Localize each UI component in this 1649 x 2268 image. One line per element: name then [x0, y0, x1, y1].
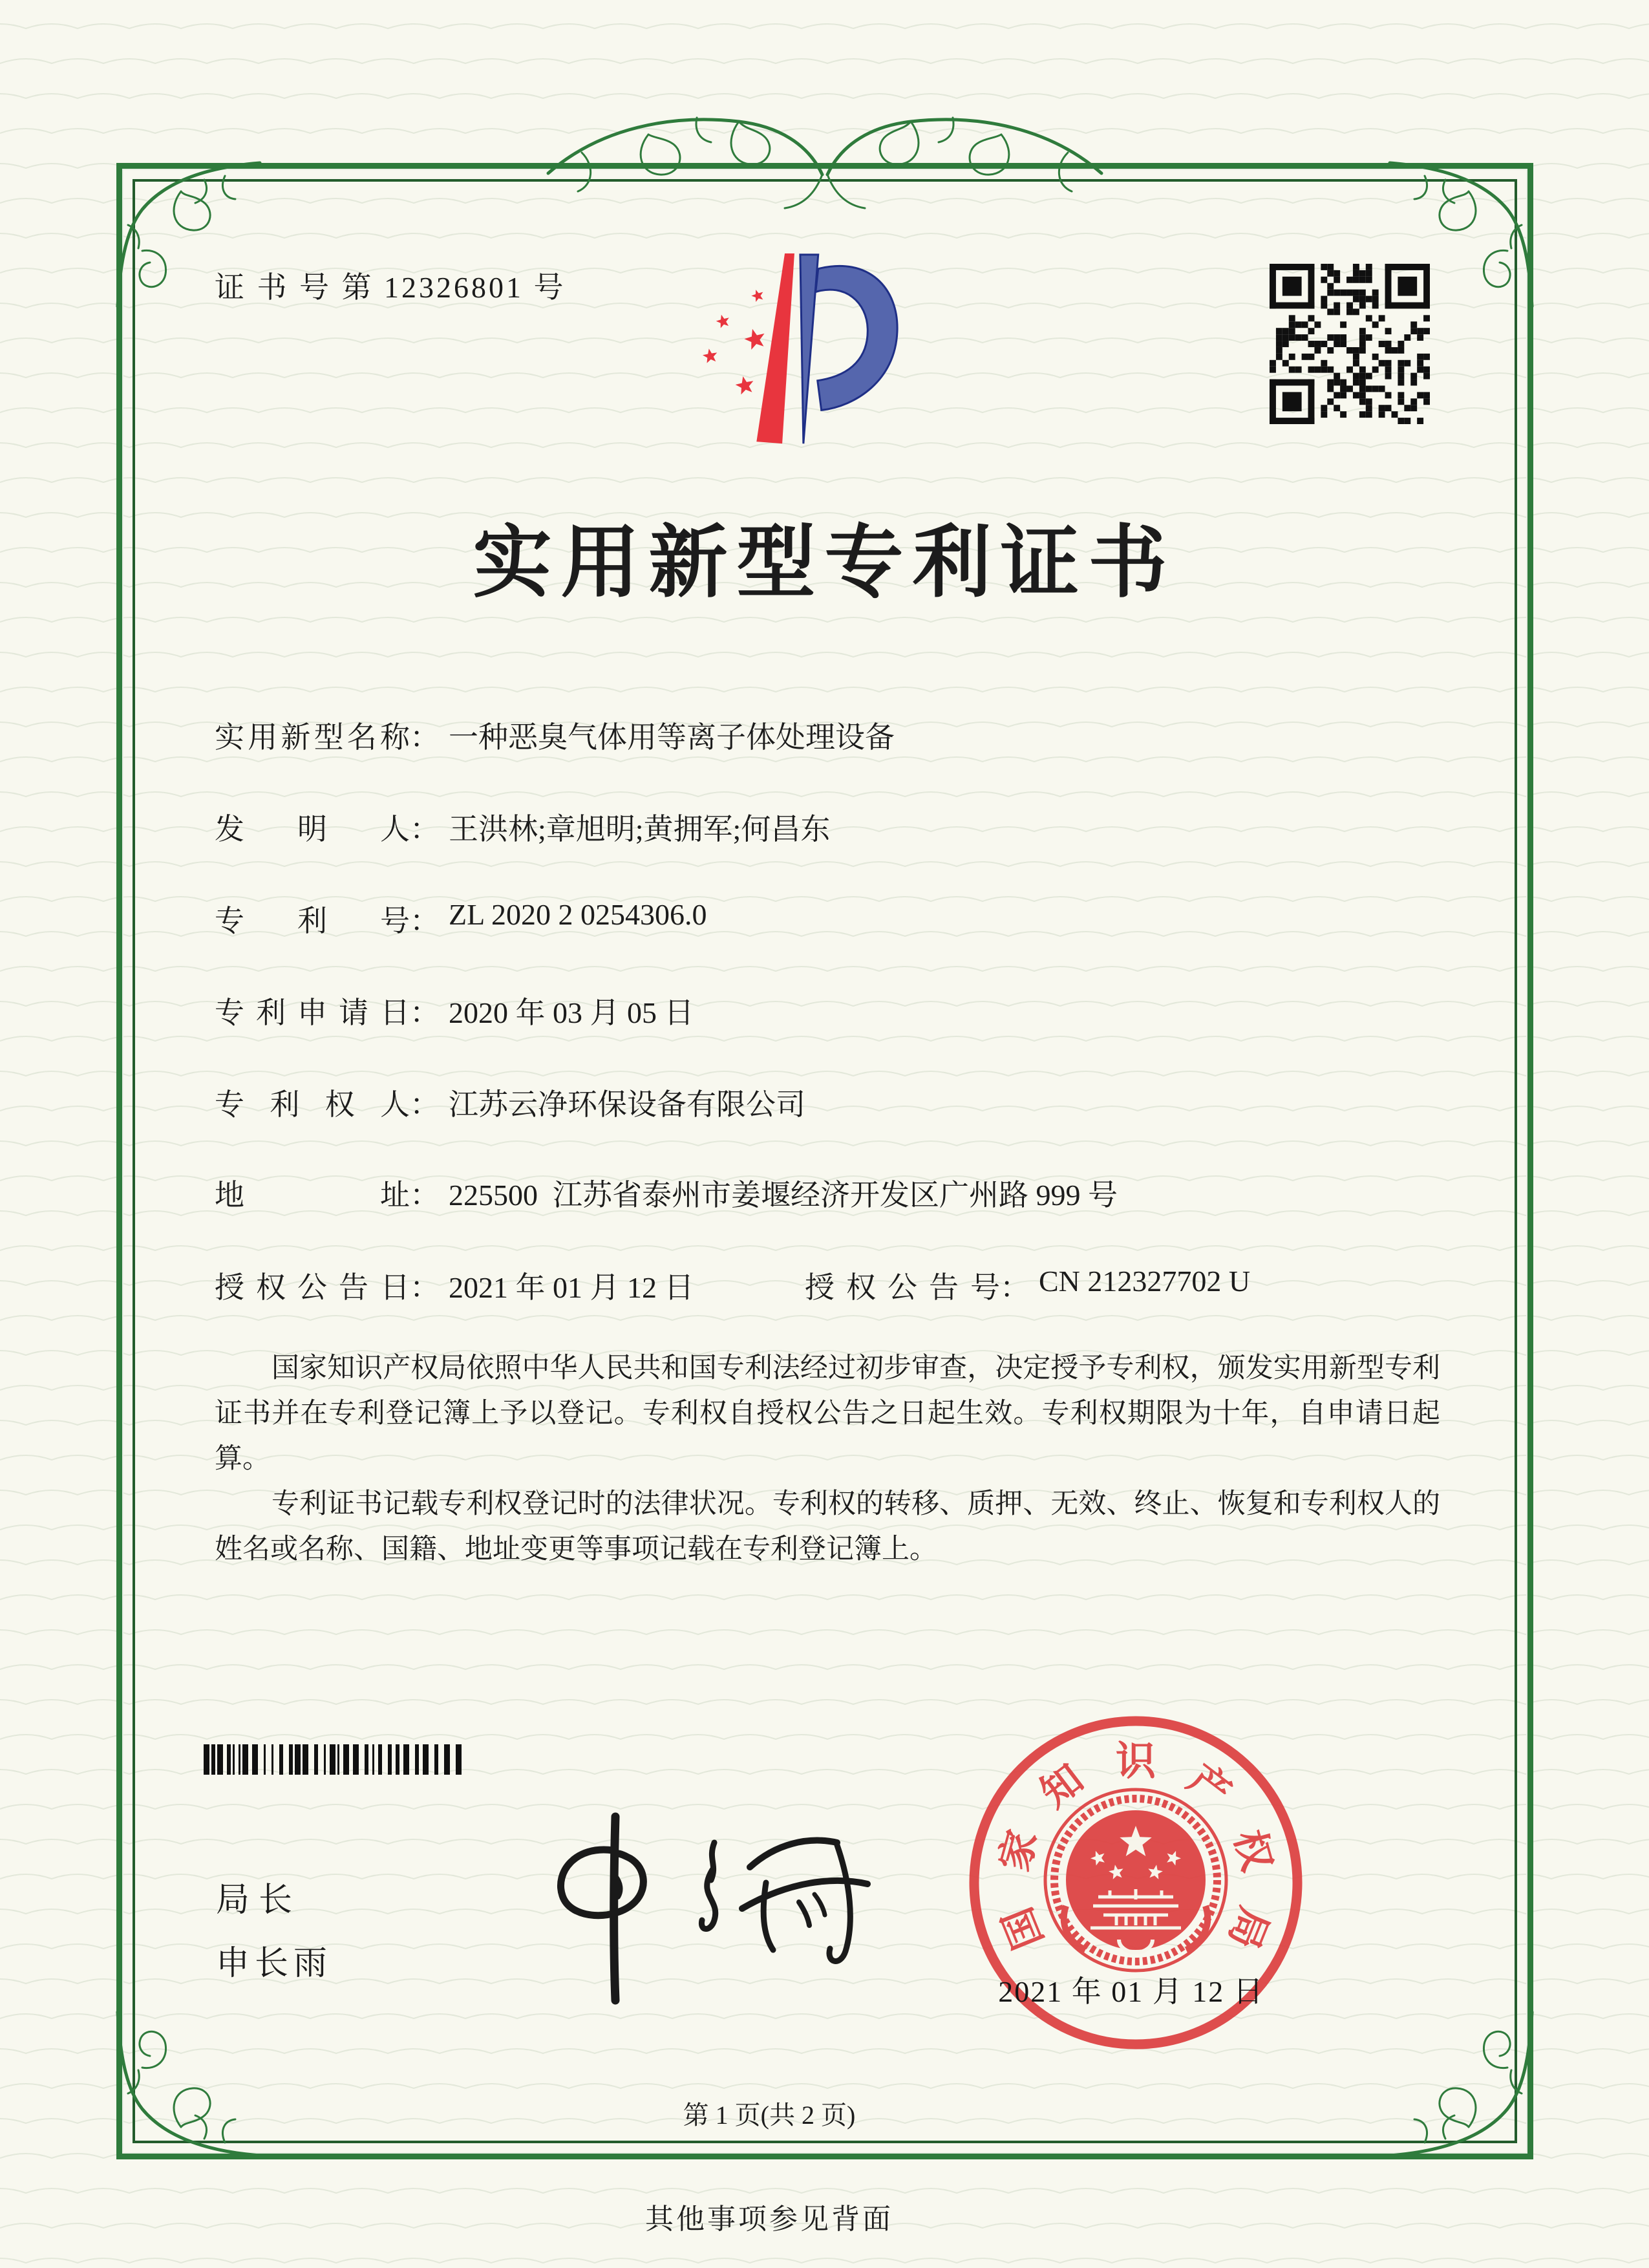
legal-paragraph-1: 国家知识产权局依照中华人民共和国专利法经过初步审查，决定授予专利权，颁发实用新型专利证书并在专利登记簿上予以登记。专利权自授权公告之日起生效。专利权期限为十年，自申请日起算。 — [215, 1353, 1440, 1474]
logo-red-wedge — [756, 253, 794, 444]
corner-flourish-bottom-left — [107, 2003, 269, 2165]
field-value: 2021 年 01 月 12 日 — [449, 1271, 694, 1304]
field-value: CN 212327702 U — [1039, 1265, 1251, 1298]
field-grant-no: 授权公告号： CN 212327702 U — [805, 1264, 1250, 1307]
cnipa-logo-icon — [680, 247, 900, 453]
signature — [388, 1805, 879, 2012]
certificate-number: 证 书 号 第 12326801 号 — [215, 271, 566, 304]
officer-name: 申长雨 — [216, 1945, 333, 1982]
field-label: 地址 — [215, 1179, 410, 1212]
officer-title: 局长 — [216, 1882, 302, 1919]
seal-date: 2021 年 01 月 12 日 — [998, 1975, 1264, 2008]
legal-text — [215, 1346, 1440, 1572]
field-label: 专利号 — [215, 904, 410, 937]
field-value: 2020 年 03 月 05 日 — [449, 996, 694, 1029]
logo-blue-wedge — [800, 255, 818, 444]
field-row-name: 实用新型名称： 一种恶臭气体用等离子体处理设备 — [215, 714, 1507, 753]
back-note: 其他事项参见背面 — [645, 2203, 893, 2235]
field-label: 专利申请日 — [215, 996, 410, 1029]
qr-code — [1270, 264, 1430, 424]
top-center-ornament-right — [824, 76, 1108, 238]
field-label: 实用新型名称 — [215, 721, 410, 754]
field-row-inventor: 发明人： 王洪林;章旭明;黄拥军;何昌东 — [215, 806, 1507, 844]
field-label: 授权公告日 — [215, 1271, 410, 1304]
field-value: 一种恶臭气体用等离子体处理设备 — [449, 721, 895, 754]
national-emblem-icon — [1045, 1790, 1226, 1971]
page-title: 实用新型专利证书 — [473, 519, 1176, 606]
page-number: 第 1 页(共 2 页) — [683, 2101, 856, 2130]
field-row-grant: 授权公告日： 2021 年 01 月 12 日 授权公告号： CN 212327702 U — [215, 1264, 1507, 1303]
corner-flourish-bottom-right — [1381, 2003, 1542, 2165]
legal-paragraph-2: 专利证书记载专利权登记时的法律状况。专利权的转移、质押、无效、终止、恢复和专利权人的姓名或名称、国籍、地址变更等事项记载在专利登记簿上。 — [215, 1489, 1440, 1565]
field-value: 225500 江苏省泰州市姜堰经济开发区广州路 999 号 — [449, 1179, 1118, 1212]
field-label: 授权公告号 — [805, 1271, 1000, 1304]
field-row-address: 地址： 225500 江苏省泰州市姜堰经济开发区广州路 999 号 — [215, 1171, 1507, 1210]
field-value: ZL 2020 2 0254306.0 — [449, 898, 707, 931]
logo-p-bowl — [816, 266, 897, 410]
top-center-ornament-left — [542, 76, 826, 238]
field-row-patent-no: 专利号： ZL 2020 2 0254306.0 — [215, 897, 1507, 936]
field-row-patentee: 专利权人： 江苏云净环保设备有限公司 — [215, 1081, 1507, 1120]
field-value: 江苏云净环保设备有限公司 — [449, 1088, 805, 1121]
field-label: 发明人 — [215, 813, 410, 846]
field-value: 王洪林;章旭明;黄拥军;何昌东 — [449, 813, 831, 846]
field-row-filing-date: 专利申请日： 2020 年 03 月 05 日 — [215, 989, 1507, 1028]
barcode — [204, 1744, 465, 1775]
field-label: 专利权人 — [215, 1088, 410, 1121]
official-seal: 国 家 知 识 产 权 局 — [961, 1708, 1310, 2057]
